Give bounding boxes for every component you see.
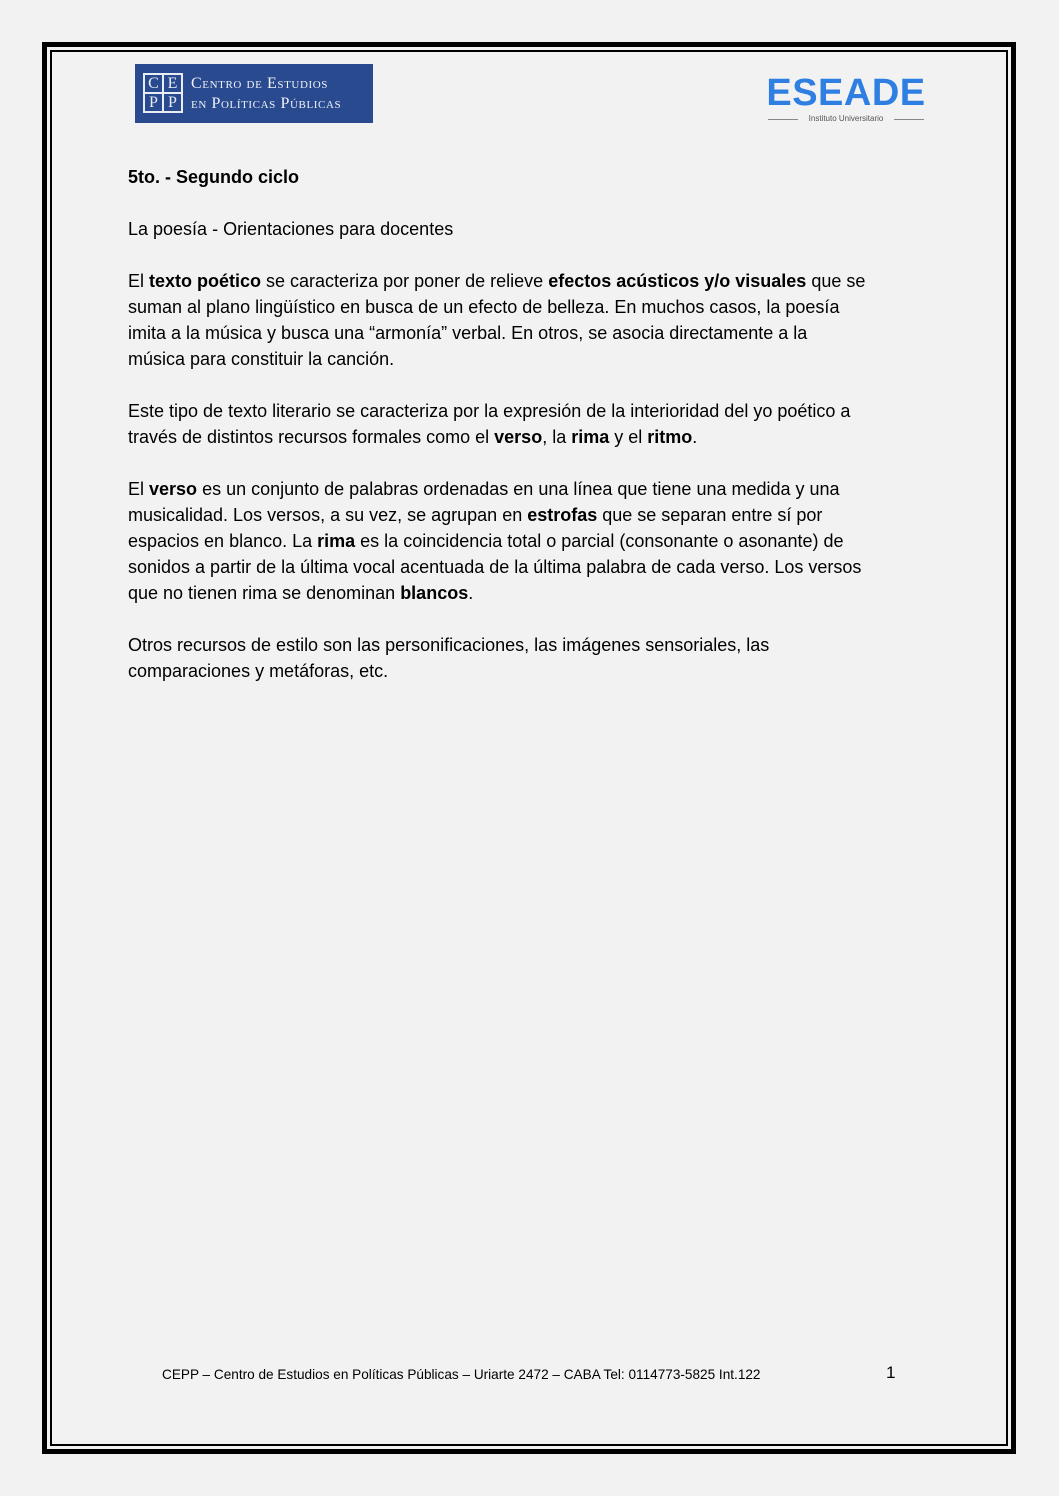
eseade-logo-name: ESEADE	[766, 72, 926, 114]
bold-term: verso	[494, 427, 543, 447]
document-heading: 5to. - Segundo ciclo	[128, 167, 300, 187]
text-line: música para constituir la canción.	[128, 349, 395, 369]
document-body	[128, 164, 938, 710]
text-line	[128, 476, 938, 502]
page-footer: CEPP – Centro de Estudios en Políticas Públicas – Uriarte 2472 – CABA Tel: 0114773-5825 Int.122	[162, 1367, 761, 1382]
cepp-logo-mark	[143, 73, 183, 113]
text-run: través de distintos recursos formales como el	[128, 427, 495, 447]
text-line: sonidos a partir de la última vocal acentuada de la última palabra de cada verso. Los versos	[128, 557, 862, 577]
text-line	[128, 268, 938, 294]
cepp-letter: C	[144, 74, 163, 93]
text-line: Otros recursos de estilo son las personificaciones, las imágenes sensoriales, las	[128, 635, 770, 655]
paragraph-otros-recursos	[128, 632, 938, 684]
text-run: es un conjunto de palabras ordenadas en una línea que tiene una medida y una	[197, 479, 840, 499]
text-line	[128, 580, 938, 606]
text-run: se caracteriza por poner de relieve	[261, 271, 549, 291]
text-run: que se separan entre sí por	[597, 505, 823, 525]
text-run: espacios en blanco. La	[128, 531, 318, 551]
bold-term: texto poético	[149, 271, 262, 291]
cepp-logo-text	[191, 74, 341, 114]
text-line: imita a la música y busca una “armonía” verbal. En otros, se asocia directamente a la	[128, 323, 808, 343]
bold-term: verso	[149, 479, 198, 499]
paragraph-texto-poetico	[128, 268, 938, 372]
text-line	[128, 528, 938, 554]
text-run: El	[128, 271, 150, 291]
text-run: .	[692, 427, 698, 447]
cepp-letter: P	[163, 93, 182, 112]
eseade-logo	[764, 74, 928, 126]
paragraph-recursos-formales	[128, 398, 938, 450]
document-subtitle: La poesía - Orientaciones para docentes	[128, 219, 454, 239]
text-line: suman al plano lingüístico en busca de un efecto de belleza. En muchos casos, la poesía	[128, 297, 840, 317]
bold-term: rima	[571, 427, 610, 447]
text-run: .	[468, 583, 474, 603]
cepp-logo-line2: en Políticas Públicas	[191, 95, 342, 112]
text-run: El	[128, 479, 150, 499]
text-run: , la	[542, 427, 572, 447]
text-line	[128, 502, 938, 528]
bold-term: rima	[317, 531, 356, 551]
text-run: que se	[806, 271, 866, 291]
text-line: comparaciones y metáforas, etc.	[128, 661, 389, 681]
page-number: 1	[886, 1363, 896, 1382]
cepp-letter: E	[163, 74, 182, 93]
cepp-logo	[135, 64, 373, 123]
paragraph-verso-rima	[128, 476, 938, 606]
bold-term: blancos	[400, 583, 469, 603]
text-line: Este tipo de texto literario se caracteriza por la expresión de la interioridad del yo poético a	[128, 401, 851, 421]
text-run: musicalidad. Los versos, a su vez, se agrupan en	[128, 505, 528, 525]
bold-term: estrofas	[527, 505, 598, 525]
text-line	[128, 424, 938, 450]
text-run: que no tienen rima se denominan	[128, 583, 401, 603]
eseade-logo-subtitle: Instituto Universitario	[764, 114, 928, 124]
text-run: es la coincidencia total o parcial (consonante o asonante) de	[355, 531, 844, 551]
cepp-letter: P	[144, 93, 163, 112]
cepp-logo-line1: Centro de Estudios	[191, 75, 329, 92]
text-run: y el	[609, 427, 648, 447]
bold-term: ritmo	[647, 427, 693, 447]
bold-term: efectos acústicos y/o visuales	[548, 271, 807, 291]
